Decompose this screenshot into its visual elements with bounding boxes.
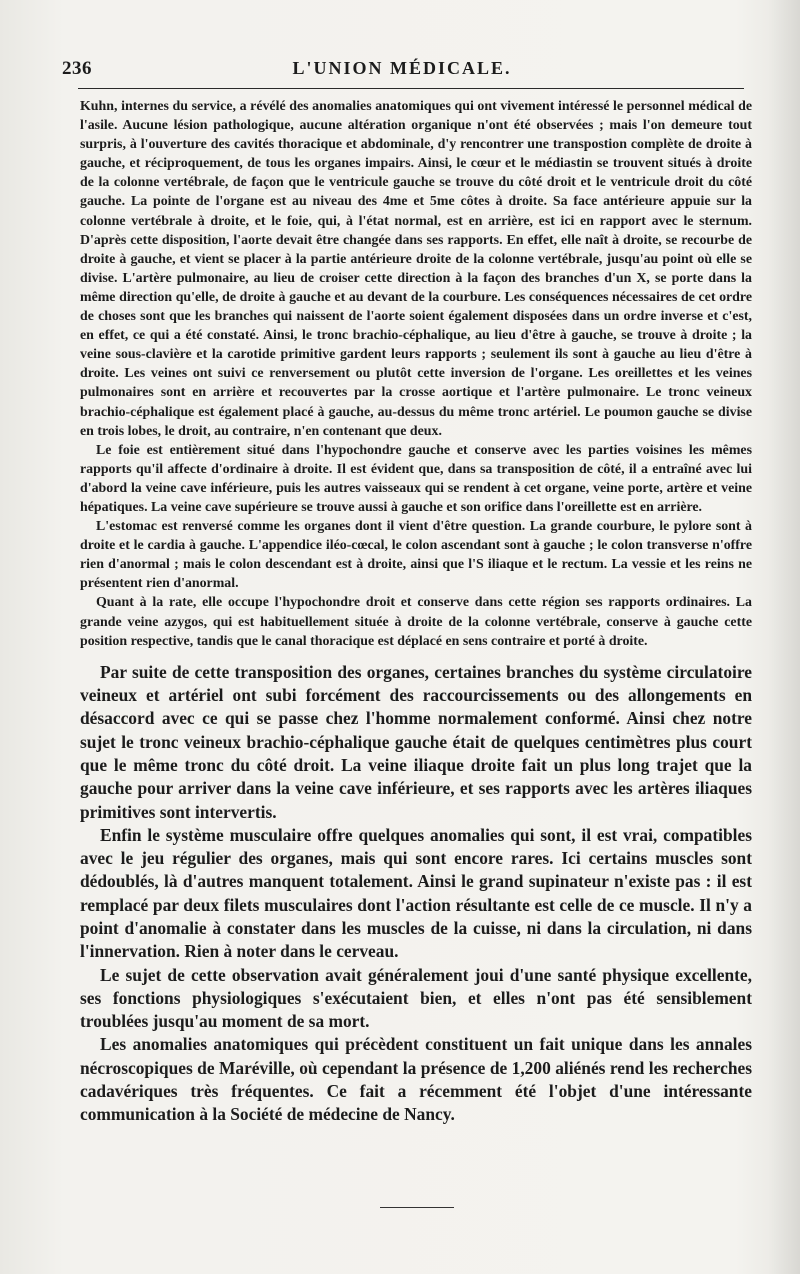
small-print-section: [80, 97, 752, 651]
article-body: [80, 97, 752, 1127]
paragraph-conclusion: Les anomalies anatomiques qui précèdent constituent un fait unique dans les annales nécroscopiques de Maréville, où cependant la présence de 1,200 aliénés rend les recherches cadavériques très fréquentes. Ce fait a récemment été l'objet d'une intéressante communication à la Société de médecine de Nancy.: [80, 1034, 752, 1125]
page-number: 236: [62, 58, 92, 79]
paragraph-liver: Le foie est entièrement situé dans l'hypochondre gauche et conserve avec les parties voisines les mêmes rapports qu'il affecte d'ordinaire à droite. Il est évident que, dans sa transposition de côté, il a entraîné avec lui d'abord la veine cave inférieure, puis les autres vaisseaux qui se rendent à cet organe, veine porte, artère et veine hépatiques. La veine cave supérieure se trouve aussi à gauche et son orifice dans l'oreillette est en arrière.: [80, 442, 752, 515]
paragraph-stomach: L'estomac est renversé comme les organes dont il vient d'être question. La grande courbure, le pylore sont à droite et le cardia à gauche. L'appendice iléo-cœcal, le colon ascendant sont à gauche ; le colon transverse n'offre rien d'anormal ; mais le colon descendant est à droite, ainsi que l'S iliaque et le rectum. La vessie et les reins ne présentent rien d'anormal.: [80, 519, 752, 592]
paragraph-health: Le sujet de cette observation avait généralement joui d'une santé physique excellente, ses fonctions physiologiques s'exécutaient bien, et elles n'ont pas été sensiblement troublées jusqu'au moment de sa mort.: [80, 964, 752, 1032]
footer-rule: [380, 1207, 454, 1208]
header-rule: [78, 88, 744, 89]
running-title: L'UNION MÉDICALE.: [292, 58, 512, 78]
page-edge-shadow: [768, 0, 800, 1274]
paragraph-muscles: Enfin le système musculaire offre quelques anomalies qui sont, il est vrai, compatibles avec le jeu régulier des organes, mais qui sont encore rares. Ici certains muscles sont dédoublés, là d'autres manquent totalement. Ainsi le grand supinateur n'existe pas : il est remplacé par deux filets musculaires dont l'action résultante est celle de ce muscle. Il n'y a point d'anomalie à constater dans les muscles de la cuisse, ni dans la circulation, ni dans l'innervation. Rien à noter dans le cerveau.: [80, 824, 752, 962]
paragraph-spleen: Quant à la rate, elle occupe l'hypochondre droit et conserve dans cette région ses rapports ordinaires. La grande veine azygos, qui est habituellement située à droite de la colonne vertébrale, conserve à gauche cette position respective, tandis que le canal thoracique est déplacé en sens contraire et porté à droite.: [80, 595, 752, 649]
paragraph-anatomy-inversion: Kuhn, internes du service, a révélé des anomalies anatomiques qui ont vivement intéressé le personnel médical de l'asile. Aucune lésion pathologique, aucune altération organique n'ont été observées ; mais l'on demeure tout surpris, à l'ouverture des cavités thoracique et abdominale, d'y rencontrer une transpostion complète de droite à gauche, et réciproquement, de tous les organes impairs. Ainsi, le cœur et le médiastin se trouvent situés à droite de la colonne vertébrale, de façon que le ventricule gauche se trouve du côté droit et le ventricule droit du côté gauche. La pointe de l'organe est au niveau des 4me et 5me côtes à droite. Sa face antérieure appuie sur la colonne vertébrale à droite, et le foie, qui, à l'état normal, est en arrière, est ici en rapport avec le sternum. D'après cette disposition, l'aorte devait être changée dans ses rapports. En effet, elle naît à droite, se recourbe de droite à gauche, et vient se placer à la partie antérieure droite de la colonne vertébrale, jusqu'au point où elle se divise. L'artère pulmonaire, au lieu de croiser cette direction à la façon des branches d'un X, se porte dans la même direction qu'elle, de droite à gauche et au devant de la courbure. Les conséquences nécessaires de cet ordre de choses sont que les branches qui naissent de l'aorte soient également disposées dans un ordre inverse et c'est, en effet, ce qui a été constaté. Ainsi, le tronc brachio-céphalique, au lieu d'être à gauche, se trouve à droite ; la veine sous-clavière et la carotide primitive gardent leurs rapports ; seulement ils sont à gauche au lieu d'être à droite. Les veines ont suivi ce renversement ou plutôt cette inversion de l'organe. Les oreillettes et les veines pulmonaires sont en arrière et recouvertes par la crosse aortique et l'artère pulmonaire. Le tronc veineux brachio-céphalique est également placé à gauche, au-dessus du même tronc artériel. Le poumon gauche se divise en trois lobes, le droit, au contraire, n'en contenant que deux.: [80, 99, 752, 439]
page-header: [62, 58, 742, 84]
large-print-section: [80, 661, 752, 1127]
paragraph-circulation: Par suite de cette transposition des organes, certaines branches du système circulatoire veineux et artériel ont subi forcément des raccourcissements ou des allongements en désaccord avec ce qui se passe chez l'homme normalement conformé. Ainsi chez notre sujet le tronc veineux brachio-céphalique gauche était de quelques centimètres plus court que le même tronc du côté droit. La veine iliaque droite fait un plus long trajet que la gauche pour arriver dans la veine cave inférieure, et ses rapports avec les artères iliaques primitives sont intervertis.: [80, 661, 752, 822]
